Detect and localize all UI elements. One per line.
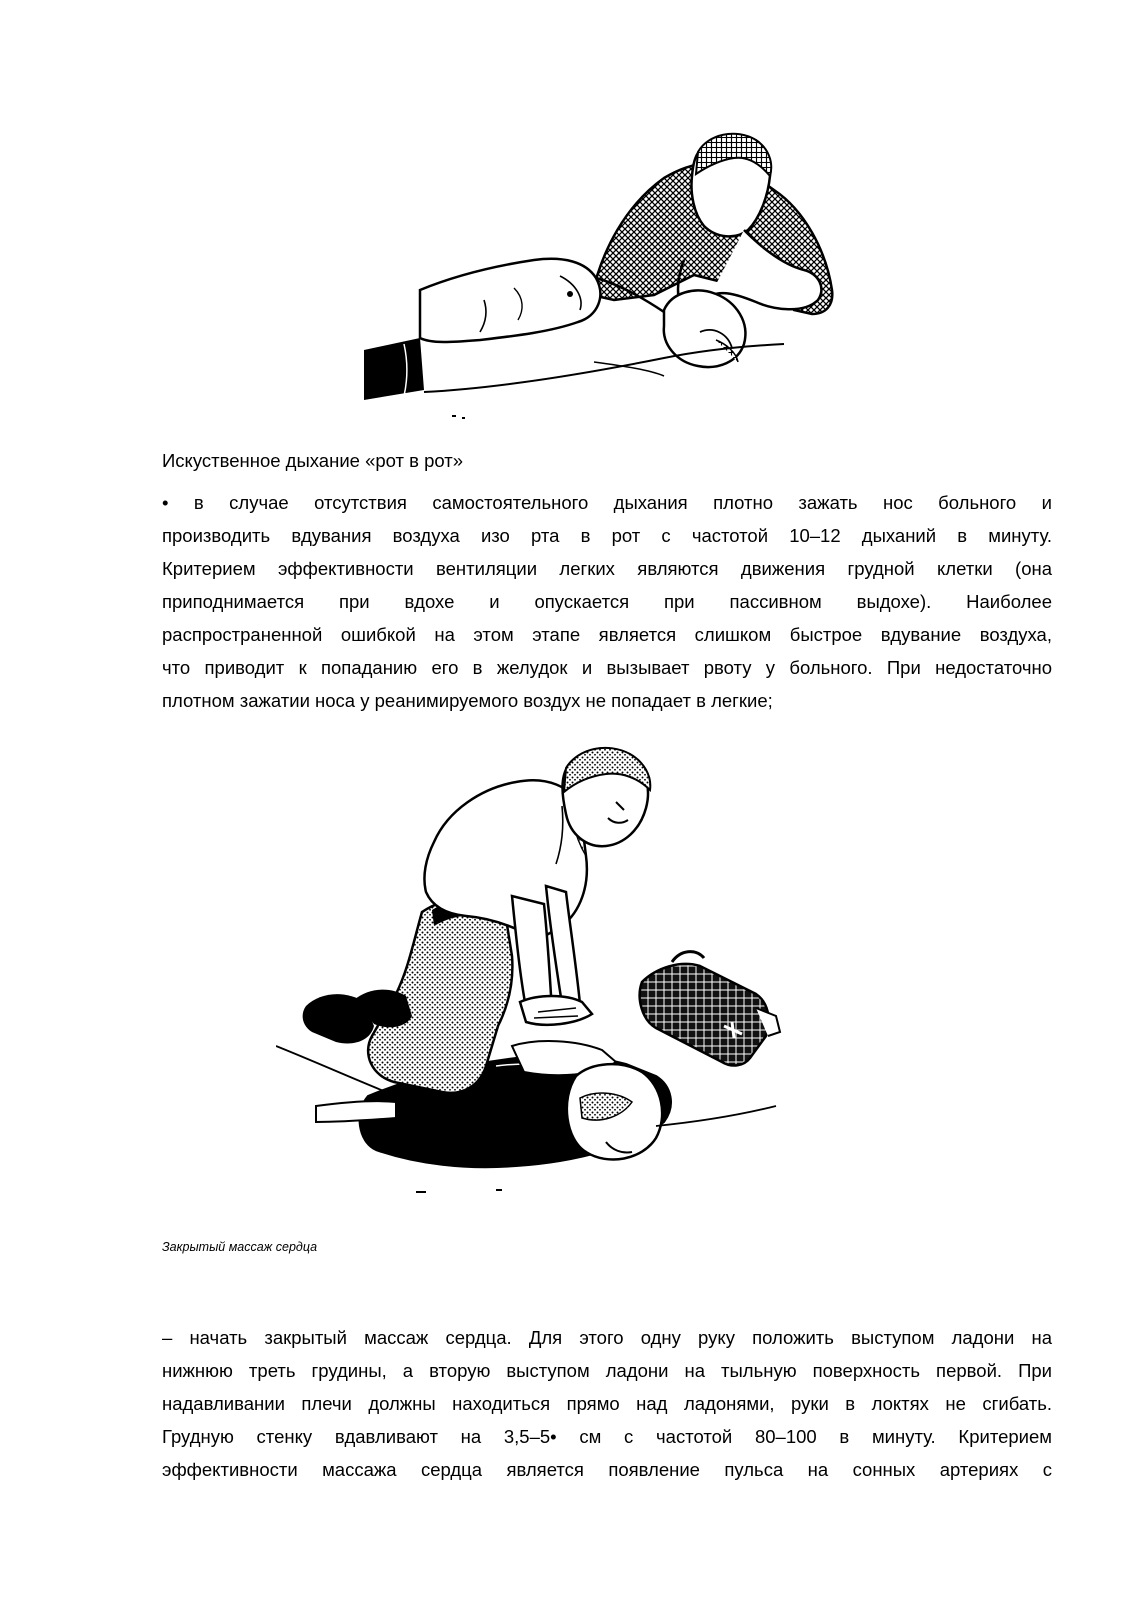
paragraph-line: производить вдувания воздуха изо рта в рот с частотой 10–12 дыханий в минуту.: [162, 525, 1052, 546]
paragraph-line: – начать закрытый массаж сердца. Для этого одну руку положить выступом ладони на: [162, 1327, 1052, 1348]
paragraph-line: эффективности массажа сердца является появление пульса на сонных артериях с: [162, 1459, 1052, 1480]
paragraph-line: плотном зажатии носа у реанимируемого воздух не попадает в легкие;: [162, 690, 773, 711]
paragraph-line: Критерием эффективности вентиляции легких являются движения грудной клетки (она: [162, 558, 1052, 579]
paragraph-line: приподнимается при вдохе и опускается при пассивном выдохе). Наиболее: [162, 591, 1052, 612]
chest-compression-illustration: [276, 746, 806, 1211]
paragraph-line: что приводит к попаданию его в желудок и вызывает рвоту у больного. При недостаточно: [162, 657, 1052, 678]
paragraph-line: надавливании плечи должны находиться прямо над ладонями, руки в локтях не сгибать.: [162, 1393, 1052, 1414]
paragraph-line: нижнюю треть грудины, а вторую выступом ладони на тыльную поверхность первой. При: [162, 1360, 1052, 1381]
paragraph-line: • в случае отсутствия самостоятельного дыхания плотно зажать нос больного и: [162, 492, 1052, 513]
figure-caption-chest-compression: Закрытый массаж сердца: [162, 1240, 318, 1254]
figure-caption-mouth-to-mouth: Искуственное дыхание «рот в рот»: [162, 450, 464, 471]
paragraph-line: распространенной ошибкой на этом этапе является слишком быстрое вдувание воздуха,: [162, 624, 1052, 645]
paragraph-line: Грудную стенку вдавливают на 3,5–5• см с частотой 80–100 в минуту. Критерием: [162, 1426, 1052, 1447]
mouth-to-mouth-illustration: [364, 100, 856, 430]
paragraph-chest-compression: [162, 1321, 1052, 1486]
paragraph-ventilation: [162, 486, 1052, 717]
